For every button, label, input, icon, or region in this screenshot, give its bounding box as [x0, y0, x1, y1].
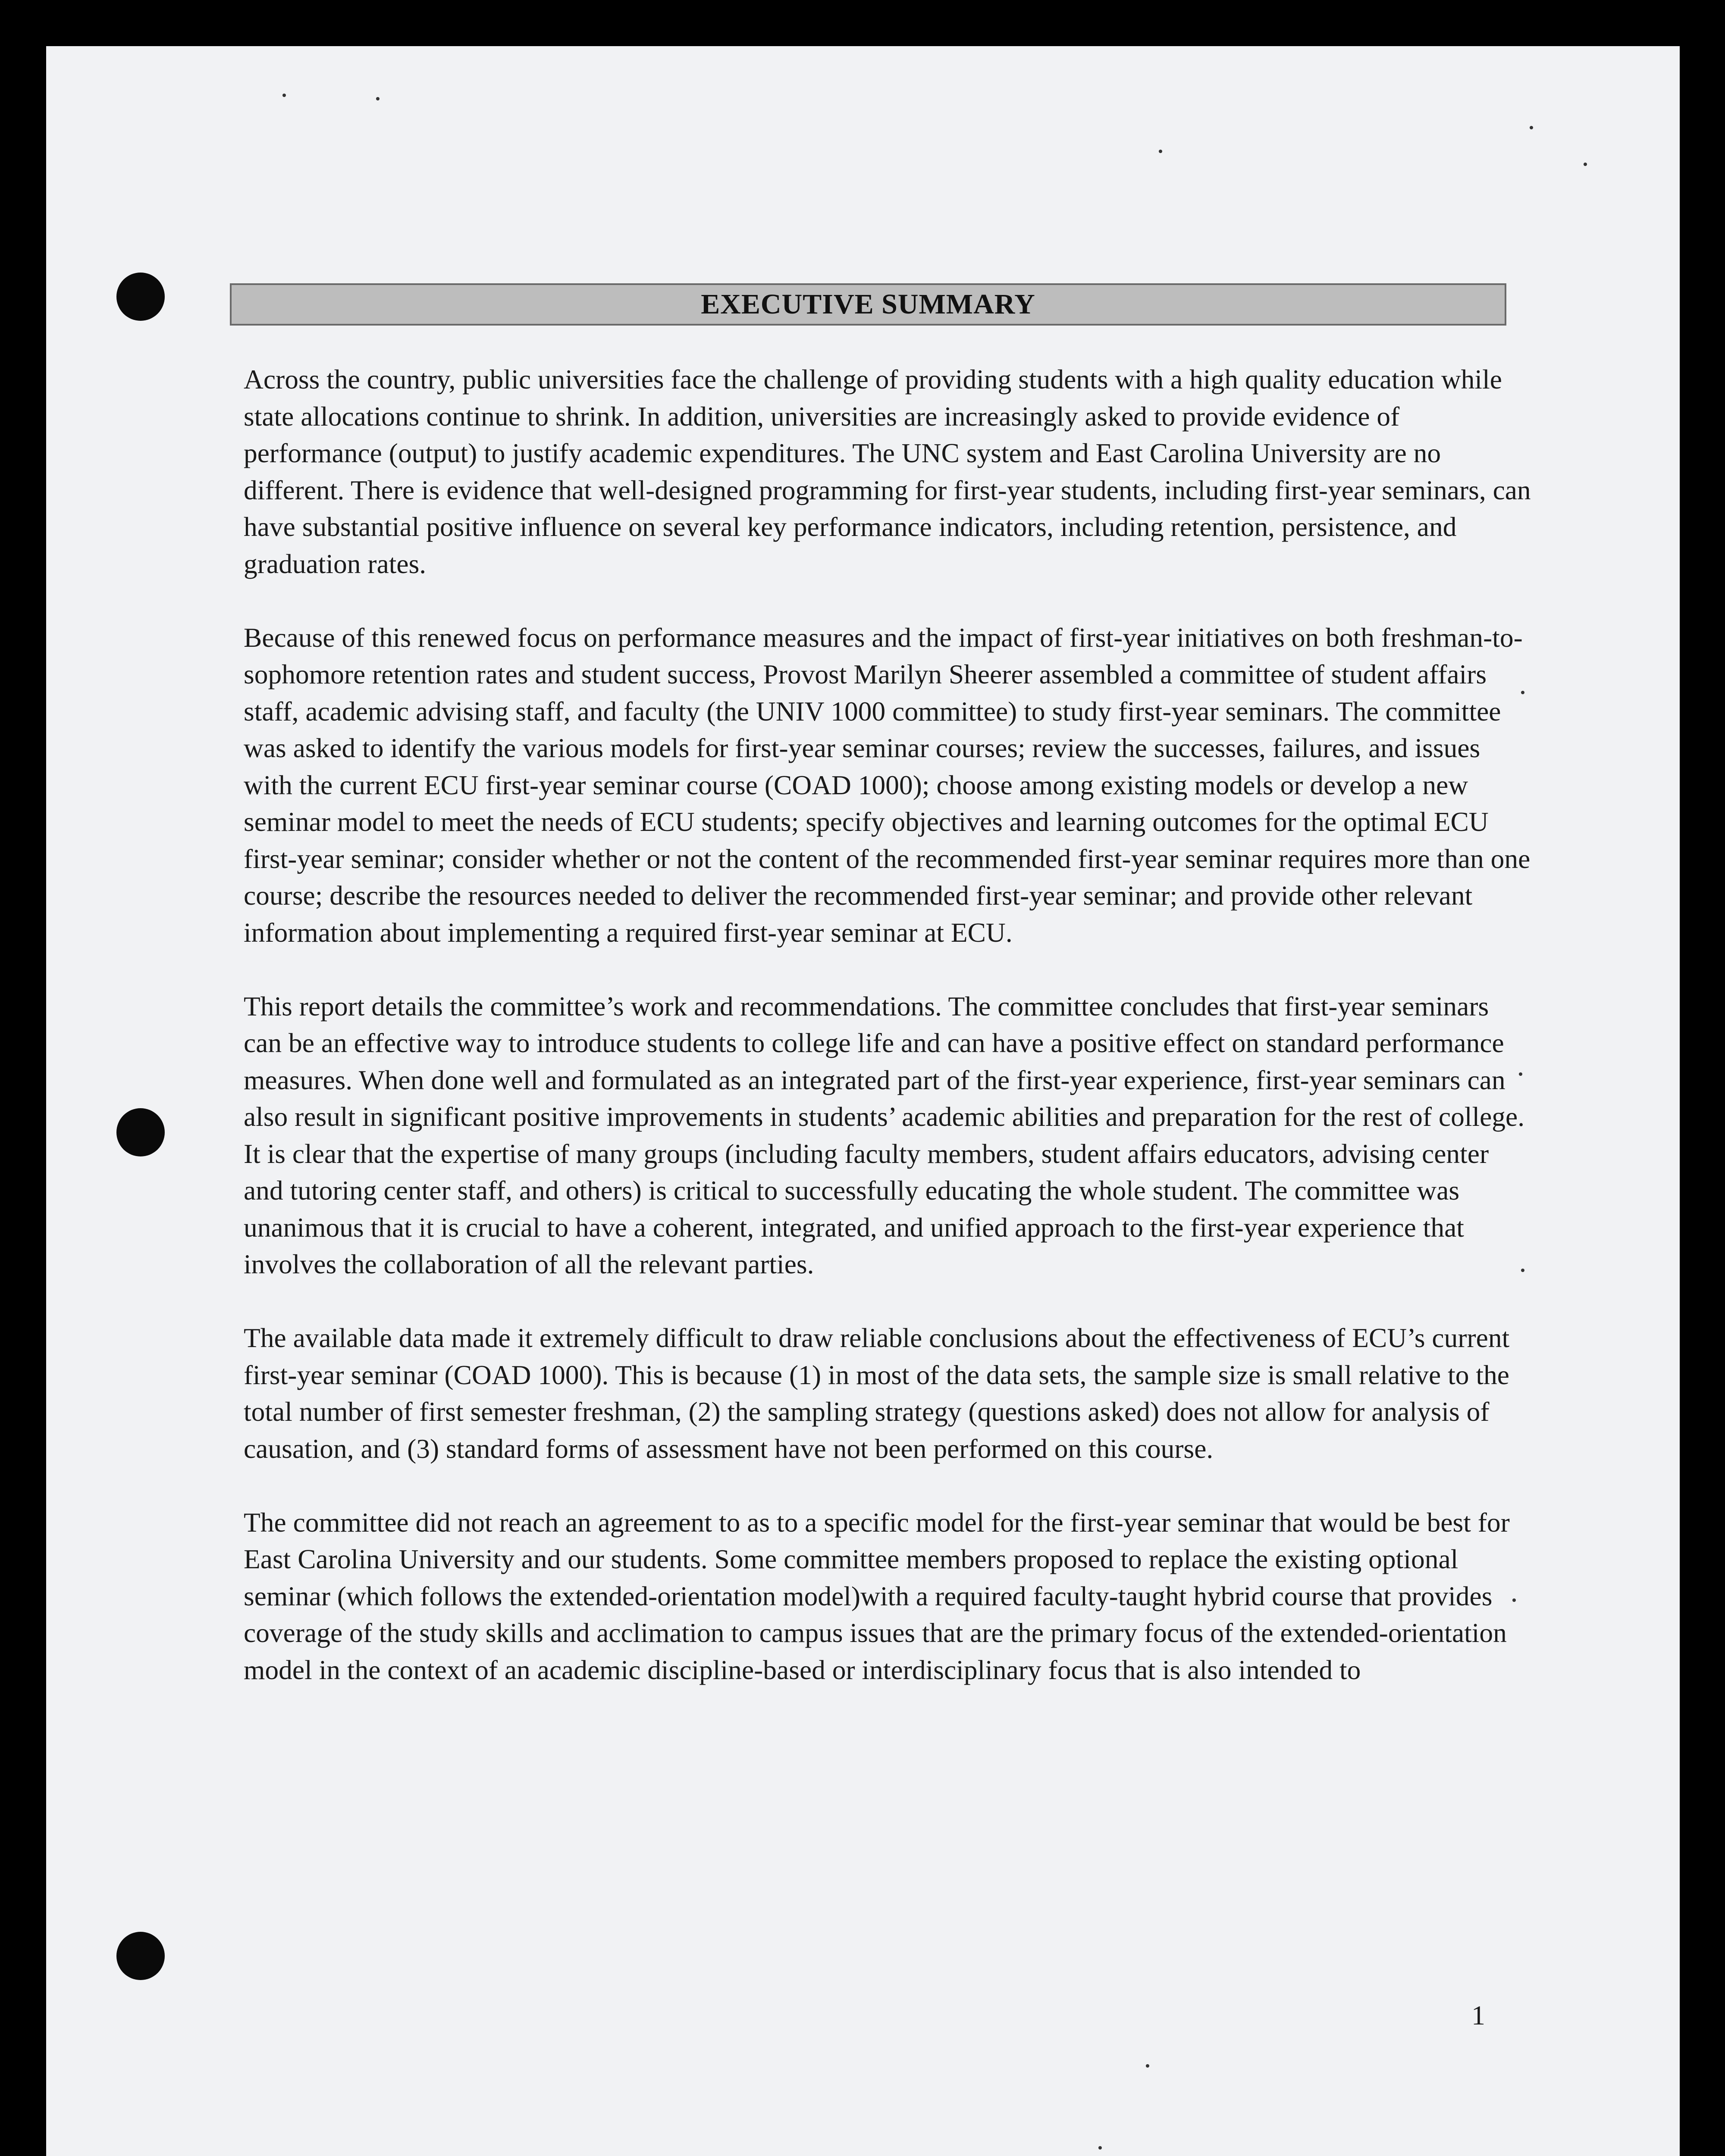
scan-speck — [1146, 2064, 1149, 2068]
paragraph: The committee did not reach an agreement to as to a specific model for the first-year seminar that would be best for East Carolina University and our students. Some committee members proposed to replace the existing optional seminar (which follows the extended-orientation model)with a required faculty-taught hybrid course that provides coverage of the study skills and acclimation to campus issues that are the primary focus of the extended-orientation model in the context of an academic discipline-based or interdisciplinary focus that is also intended to — [244, 1507, 1510, 1685]
paragraph: Because of this renewed focus on performance measures and the impact of first-year initiatives on both freshman-to-sophomore retention rates and student success, Provost Marilyn Sheerer assembled a committee of student affairs staff, academic advising staff, and faculty (the UNIV 1000 committee) to study first-year seminars. The committee was asked to identify the various models for first-year seminar courses; review the successes, failures, and issues with the current ECU first-year seminar course (COAD 1000); choose among existing models or develop a new seminar model to meet the needs of ECU students; specify objectives and learning outcomes for the optimal ECU first-year seminar; consider whether or not the content of the recommended first-year seminar requires more than one course; describe the resources needed to deliver the recommended first-year seminar; and provide other relevant information about implementing a required first-year seminar at ECU. — [244, 622, 1531, 948]
punch-hole-bottom — [116, 1932, 165, 1980]
scan-speck — [376, 97, 380, 100]
page-number: 1 — [1471, 2000, 1485, 2031]
section-heading-bar — [230, 283, 1506, 326]
scan-speck — [1584, 163, 1587, 166]
scan-speck — [282, 94, 286, 97]
summary-body — [244, 361, 1533, 1725]
paragraph: This report details the committee’s work and recommendations. The committee concludes that first-year seminars can be an effective way to introduce students to college life and can have a positive effect on standard performance measures. When done well and formulated as an integrated part of the first-year experience, first-year seminars can also result in significant positive improvements in students’ academic abilities and preparation for the rest of college. It is clear that the expertise of many groups (including faculty members, student affairs educators, advising center and tutoring center staff, and others) is critical to successfully educating the whole student. The committee was unanimous that it is crucial to have a coherent, integrated, and unified approach to the first-year experience that involves the collaboration of all the relevant parties. — [244, 990, 1525, 1279]
paragraph: The available data made it extremely difficult to draw reliable conclusions about the effectiveness of ECU’s current first-year seminar (COAD 1000). This is because (1) in most of the data sets, the sample size is small relative to the total number of first semester freshman, (2) the sampling strategy (questions asked) does not allow for analysis of causation, and (3) standard forms of assessment have not been performed on this course. — [244, 1322, 1510, 1464]
punch-hole-top — [116, 273, 165, 321]
paragraph: Across the country, public universities face the challenge of providing students with a high quality education while state allocations continue to shrink. In addition, universities are increasingly asked to provide evidence of performance (output) to justify academic expenditures. The UNC system and East Carolina University are no different. There is evidence that well-designed programming for first-year students, including first-year seminars, can have substantial positive influence on several key performance indicators, including retention, persistence, and graduation rates. — [244, 364, 1531, 579]
document-page — [46, 46, 1680, 2156]
punch-hole-middle — [116, 1108, 165, 1156]
scan-speck — [1159, 150, 1162, 153]
section-heading: EXECUTIVE SUMMARY — [701, 288, 1035, 320]
scan-speck — [1098, 2146, 1102, 2150]
scan-speck — [1530, 126, 1533, 129]
